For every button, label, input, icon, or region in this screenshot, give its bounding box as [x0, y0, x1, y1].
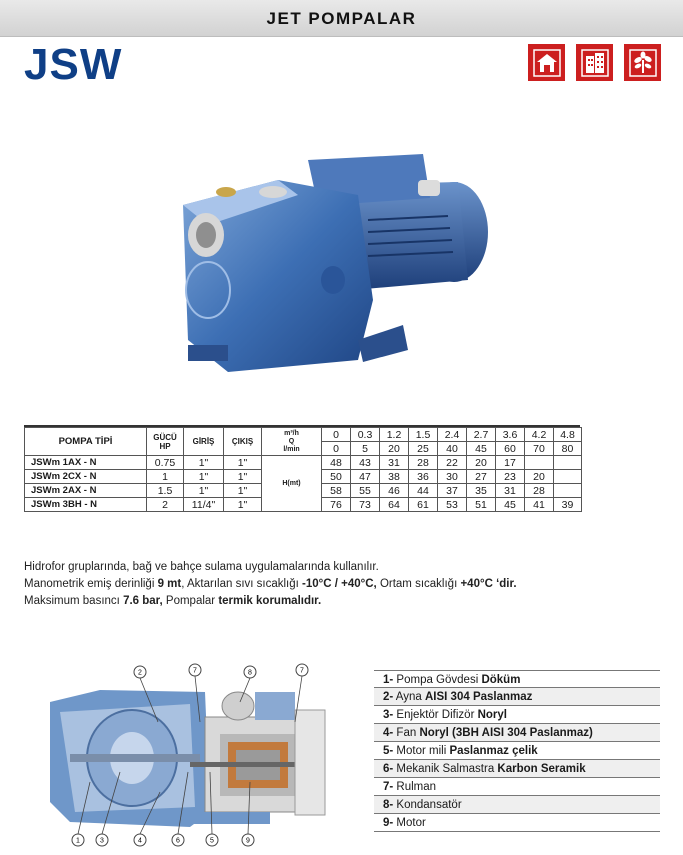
head-cell: 48: [322, 456, 351, 470]
flow-lmin-value: 40: [438, 442, 467, 456]
inlet-cell: 11/4": [184, 498, 224, 512]
list-item: 4- Fan Noryl (3BH AISI 304 Paslanmaz): [374, 724, 660, 742]
pump-cutaway-diagram: [40, 662, 336, 850]
description-line: Hidrofor gruplarında, bağ ve bahçe sulama uygulamalarında kullanılır.: [24, 561, 379, 573]
svg-text:7: 7: [300, 667, 304, 675]
svg-text:8: 8: [248, 669, 252, 677]
outlet-cell: 1": [224, 498, 262, 512]
callout-4: [134, 834, 146, 846]
callout-3: [96, 834, 108, 846]
header-pump-type: POMPA TİPİ: [25, 428, 147, 456]
head-cell: 45: [496, 498, 525, 512]
model-title: JSW: [24, 40, 123, 89]
flow-lmin-value: 25: [409, 442, 438, 456]
flow-value: 2.4: [438, 428, 467, 442]
list-item: 2- Ayna AISI 304 Paslanmaz: [374, 688, 660, 706]
svg-text:5: 5: [210, 837, 214, 845]
head-cell: 28: [409, 456, 438, 470]
flow-lmin-value: 0: [322, 442, 351, 456]
head-cell: [554, 470, 582, 484]
head-label: H(mt): [262, 456, 322, 512]
header-inlet: GİRİŞ: [184, 428, 224, 456]
outlet-cell: 1": [224, 484, 262, 498]
garden-tree-icon: [624, 44, 661, 81]
callout-5: [206, 834, 218, 846]
svg-text:2: 2: [138, 669, 142, 677]
head-cell: [525, 456, 554, 470]
flow-value: 2.7: [467, 428, 496, 442]
outlet-cell: 1": [224, 456, 262, 470]
pump-product-image: [168, 140, 498, 390]
model-cell: JSWm 2AX - N: [25, 484, 147, 498]
parts-list: [374, 670, 660, 832]
head-cell: 30: [438, 470, 467, 484]
head-cell: 36: [409, 470, 438, 484]
svg-text:9: 9: [246, 837, 250, 845]
hp-cell: 2: [147, 498, 184, 512]
outlet-cell: 1": [224, 470, 262, 484]
flow-value: 4.2: [525, 428, 554, 442]
head-cell: 73: [351, 498, 380, 512]
callout-2: [134, 666, 146, 678]
hp-cell: 1: [147, 470, 184, 484]
head-cell: 44: [409, 484, 438, 498]
description-line: Manometrik emiş derinliği 9 mt, Aktarılan sıvı sıcaklığı -10°C / +40°C, Ortam sıcaklığı +40°C ‘dir.: [24, 578, 517, 590]
section-header: JET POMPALAR: [0, 0, 683, 37]
flow-lmin-value: 60: [496, 442, 525, 456]
head-cell: 27: [467, 470, 496, 484]
flow-lmin-value: 70: [525, 442, 554, 456]
callout-8: [244, 666, 256, 678]
list-item: 6- Mekanik Salmastra Karbon Seramik: [374, 760, 660, 778]
svg-text:6: 6: [176, 837, 180, 845]
hp-cell: 1.5: [147, 484, 184, 498]
flow-value: 4.8: [554, 428, 582, 442]
header-flow-units: m³/h Q l/min: [262, 428, 322, 456]
description-line: Maksimum basıncı 7.6 bar, Pompalar termik korumalıdır.: [24, 595, 322, 607]
head-cell: 76: [322, 498, 351, 512]
head-cell: 39: [554, 498, 582, 512]
flow-value: 1.5: [409, 428, 438, 442]
callout-1: [72, 834, 84, 846]
svg-text:3: 3: [100, 837, 104, 845]
inlet-cell: 1": [184, 456, 224, 470]
list-item: 3- Enjektör Difizör Noryl: [374, 706, 660, 724]
header-outlet: ÇIKIŞ: [224, 428, 262, 456]
performance-table: [24, 427, 582, 512]
head-cell: 53: [438, 498, 467, 512]
head-cell: 31: [496, 484, 525, 498]
inlet-cell: 1": [184, 484, 224, 498]
model-cell: JSWm 3BH - N: [25, 498, 147, 512]
callout-6: [172, 834, 184, 846]
head-cell: 20: [525, 470, 554, 484]
head-cell: 51: [467, 498, 496, 512]
hp-cell: 0.75: [147, 456, 184, 470]
head-cell: 23: [496, 470, 525, 484]
flow-value: 3.6: [496, 428, 525, 442]
list-item: 5- Motor mili Paslanmaz çelik: [374, 742, 660, 760]
header-power: GÜCÜ HP: [147, 428, 184, 456]
head-cell: 43: [351, 456, 380, 470]
application-icons: [528, 44, 661, 81]
flow-value: 0: [322, 428, 351, 442]
building-icon: [576, 44, 613, 81]
inlet-cell: 1": [184, 470, 224, 484]
callout-9: [242, 834, 254, 846]
head-cell: 64: [380, 498, 409, 512]
head-cell: 58: [322, 484, 351, 498]
flow-value: 1.2: [380, 428, 409, 442]
callout-7b: [296, 664, 308, 676]
head-cell: 28: [525, 484, 554, 498]
list-item: 8- Kondansatör: [374, 796, 660, 814]
list-item: 7- Rulman: [374, 778, 660, 796]
head-cell: 47: [351, 470, 380, 484]
house-icon: [528, 44, 565, 81]
model-cell: JSWm 1AX - N: [25, 456, 147, 470]
svg-text:7: 7: [193, 667, 197, 675]
head-cell: 17: [496, 456, 525, 470]
svg-text:1: 1: [76, 837, 80, 845]
head-cell: [554, 456, 582, 470]
head-cell: 38: [380, 470, 409, 484]
svg-text:4: 4: [138, 837, 142, 845]
head-cell: 22: [438, 456, 467, 470]
head-cell: 55: [351, 484, 380, 498]
head-cell: 46: [380, 484, 409, 498]
head-cell: 20: [467, 456, 496, 470]
head-cell: 41: [525, 498, 554, 512]
list-item: 9- Motor: [374, 814, 660, 832]
head-cell: 37: [438, 484, 467, 498]
head-cell: [554, 484, 582, 498]
head-cell: 35: [467, 484, 496, 498]
flow-lmin-value: 20: [380, 442, 409, 456]
head-cell: 50: [322, 470, 351, 484]
head-cell: 31: [380, 456, 409, 470]
table-row: [25, 456, 582, 470]
flow-lmin-value: 5: [351, 442, 380, 456]
callout-7: [189, 664, 201, 676]
flow-lmin-value: 80: [554, 442, 582, 456]
flow-value: 0.3: [351, 428, 380, 442]
list-item: 1- Pompa Gövdesi Döküm: [374, 670, 660, 688]
head-cell: 61: [409, 498, 438, 512]
description: [24, 559, 664, 610]
flow-lmin-value: 45: [467, 442, 496, 456]
model-cell: JSWm 2CX - N: [25, 470, 147, 484]
